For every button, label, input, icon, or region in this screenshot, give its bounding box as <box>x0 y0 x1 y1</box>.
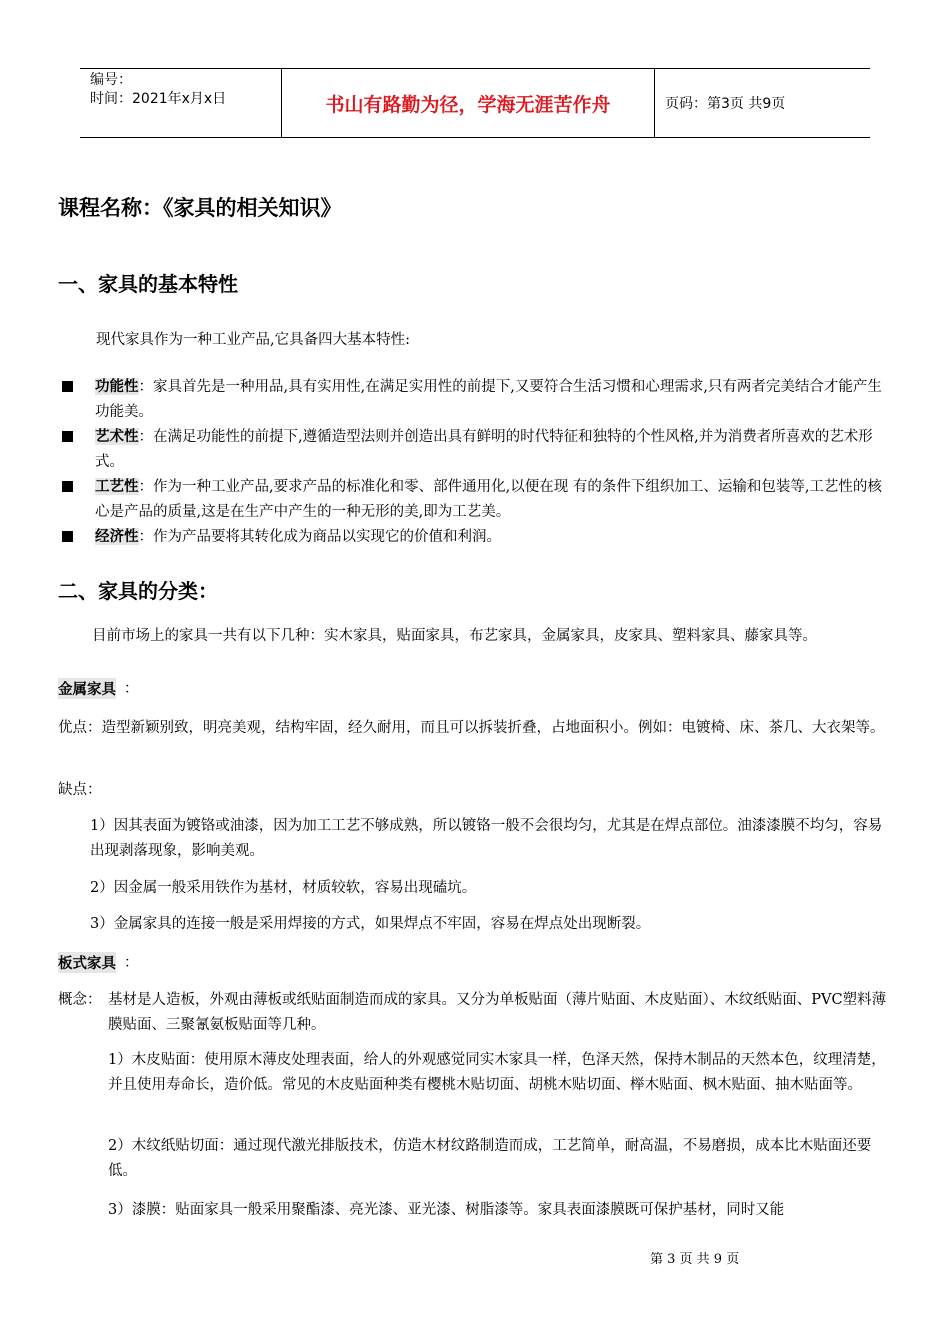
header-page-info: 页码：第3页 共9页 <box>665 96 786 112</box>
panel-concept: 基材是人造板，外观由薄板或纸贴面制造而成的家具。又分为单板贴面（薄片贴面、木皮贴面）、木纹纸贴面、PVC塑料薄膜贴面、三聚氰氨板贴面等几种。 <box>108 992 887 1033</box>
feature-bullet <box>62 374 892 425</box>
metal-cons-item: 3）金属家具的连接一般是采用焊接的方式，如果焊点不牢固，容易在焊点处出现断裂。 <box>90 916 651 932</box>
feature-text: ：作为一种工业产品,要求产品的标准化和零、部件通用化,以便在现 有的条件下组织加工、运输和包装等,工艺性的核心是产品的质量,这是在生产中产生的一种无形的美,即为工艺美。 <box>95 479 882 520</box>
bullet-square-icon <box>62 431 73 442</box>
metal-cons-item: 1）因其表面为镀铬或油漆，因为加工工艺不够成熟，所以镀铬一般不会很均匀，尤其是在焊点部位。油漆漆膜不均匀，容易出现剥落现象，影响美观。 <box>90 818 883 859</box>
metal-cons-label: 缺点： <box>58 782 102 798</box>
header-table <box>80 68 870 138</box>
number-label: 编号： <box>90 72 132 88</box>
panel-item: 1）木皮贴面：使用原木薄皮处理表面，给人的外观感觉同实木家具一样，色泽天然，保持木制品的天然本色，纹理清楚，并且使用寿命长，造价低。常见的木皮贴面种类有樱桃木贴切面、胡桃木贴切面、榉木贴面、枫木贴面、抽木贴面等。 <box>108 1052 886 1093</box>
course-title: 课程名称：《家具的相关知识》 <box>58 196 342 220</box>
metal-heading-suffix: ： <box>124 681 139 697</box>
feature-bullet <box>62 474 892 525</box>
panel-item: 3）漆膜：贴面家具一般采用聚酯漆、亮光漆、亚光漆、树脂漆等。家具表面漆膜既可保护基材，同时又能 <box>108 1202 785 1218</box>
feature-bullet <box>62 424 892 475</box>
panel-concept-label: 概念： <box>58 992 102 1008</box>
feature-term: 工艺性 <box>95 478 139 495</box>
metal-cons-item: 2）因金属一般采用铁作为基材，材质较软，容易出现磕坑。 <box>90 880 477 896</box>
panel-heading: 板式家具 <box>58 952 116 973</box>
bullet-square-icon <box>62 381 73 392</box>
section1-intro: 现代家具作为一种工业产品,它具备四大基本特性: <box>96 332 410 348</box>
feature-text: ：作为产品要将其转化成为商品以实现它的价值和利润。 <box>138 529 501 545</box>
panel-item: 2）木纹纸贴切面：通过现代激光排版技术，仿造木材纹路制造而成，工艺简单，耐高温，不易磨损，成本比木贴面还要低。 <box>108 1138 872 1179</box>
feature-bullet <box>62 524 892 550</box>
metal-pros: 优点：造型新颖别致，明亮美观，结构牢固，经久耐用，而且可以拆装折叠，占地面积小。例如：电镀椅、床、茶几、大衣架等。 <box>58 720 885 736</box>
panel-heading-suffix: ： <box>124 955 139 971</box>
header-left-cell <box>80 69 282 137</box>
feature-term: 经济性 <box>95 528 139 545</box>
feature-term: 功能性 <box>95 378 139 395</box>
feature-term: 艺术性 <box>95 428 139 445</box>
section1-title: 一、家具的基本特性 <box>58 272 238 296</box>
header-motto: 书山有路勤为径，学海无涯苦作舟 <box>282 69 655 137</box>
section2-title: 二、家具的分类： <box>58 579 218 603</box>
section2-intro: 目前市场上的家具一共有以下几种：实木家具，贴面家具，布艺家具，金属家具，皮家具、塑料家具、藤家具等。 <box>92 628 817 644</box>
bullet-square-icon <box>62 531 73 542</box>
feature-text: ：在满足功能性的前提下,遵循造型法则并创造出具有鲜明的时代特征和独特的个性风格,并为消费者所喜欢的艺术形式。 <box>95 429 873 470</box>
page-footer: 第 3 页 共 9 页 <box>650 1252 740 1267</box>
metal-heading: 金属家具 <box>58 678 116 699</box>
bullet-square-icon <box>62 481 73 492</box>
date-label: 时间：2021年x月x日 <box>90 91 227 107</box>
feature-text: ：家具首先是一种用品,具有实用性,在满足实用性的前提下,又要符合生活习惯和心理需求,只有两者完美结合才能产生功能美。 <box>95 379 882 420</box>
